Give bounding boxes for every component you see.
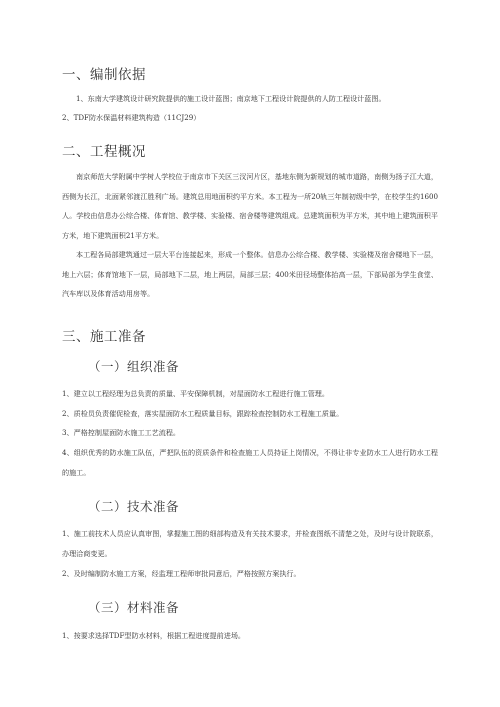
section-1-heading: 一、编制依据: [62, 67, 146, 83]
organization-item-4: 4、组织优秀的防水施工队伍，严把队伍的资质条件和检查施工人员持证上岗情况，不得让非专业防水工人进行防水工程的施工。: [62, 448, 438, 477]
section-1-item-2: 2、TDF防水保温材料建筑构造（11CJ29）: [62, 113, 201, 122]
materials-item-1: 1、按要求选择TDF型防水材料，根据工程进度提前进场。: [62, 631, 246, 640]
technical-item-2: 2、及时编制防水施工方案，经监理工程师审批同意后，严格按照方案执行。: [62, 569, 301, 578]
subsection-materials-heading: （三）材料准备: [88, 600, 180, 615]
organization-item-2: 2、质检员负责催促检查，落实屋面防水工程质量目标，跟踪检查控制防水工程施工质量。: [62, 409, 344, 418]
section-1-item-1: 1、东南大学建筑设计研究院提供的施工设计蓝图；南京地下工程设计院提供的人防工程设计蓝图。: [76, 94, 386, 103]
subsection-organization-heading: （一）组织准备: [88, 359, 180, 374]
technical-item-1: 1、施工前技术人员应认真审图，掌握施工图的细部构造及有关技术要求，并检查图纸不清楚之处，及时与设计院联系，办理洽商变更。: [62, 529, 438, 558]
section-2-paragraph-2: 本工程各局部建筑通过一层大平台连接起来，形成一个整体。信息办公综合楼、教学楼、实验楼及宿舍楼地下一层，地上六层；体育馆地下一层，局部地下二层，地上两层，局部三层；400米田径场整体抬高一层，下部局部为学生食堂、汽车库以及体育活动用房等。: [62, 250, 438, 298]
section-3-heading: 三、施工准备: [62, 329, 146, 345]
organization-item-3: 3、严格控制屋面防水施工工艺流程。: [62, 428, 181, 437]
subsection-technical-heading: （二）技术准备: [88, 499, 180, 514]
section-2-paragraph-1: 南京师范大学附属中学树人学校位于南京市下关区三汊河片区，基地东侧为新规划的城市道路，南侧为扬子江大道，西侧为长江，北面紧邻渡江胜利广场。建筑总用地面积约平方米。本工程为一所20轨三年制初级中学，在校学生约1600人。学校由信息办公综合楼、体育馆、教学楼、实验楼、宿舍楼等建筑组成。总建筑面积为平方米，其中地上建筑面积平方米，地下建筑面积21平方米。: [62, 172, 438, 240]
organization-item-1: 1、建立以工程经理为总负责的质量、平安保障机制，对屋面防水工程进行施工管理。: [62, 389, 329, 398]
section-2-heading: 二、工程概况: [62, 144, 146, 160]
